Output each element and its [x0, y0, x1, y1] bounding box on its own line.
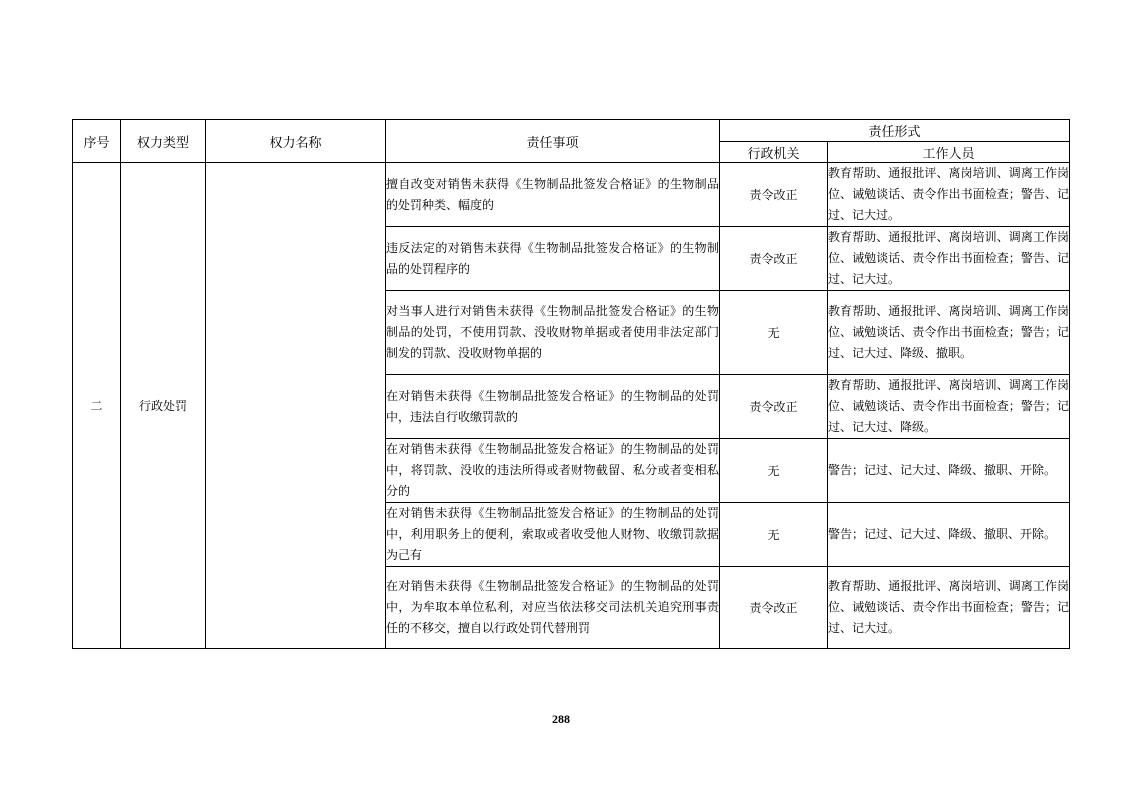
table-row — [73, 163, 1070, 227]
responsibility-item: 在对销售未获得《生物制品批签发合格证》的生物制品的处罚中，利用职务上的便利，索取或者收受他人财物、收缴罚款据为己有 — [386, 503, 720, 567]
responsibility-item: 违反法定的对销售未获得《生物制品批签发合格证》的生物制品的处罚程序的 — [386, 227, 720, 291]
staff-form: 教育帮助、通报批评、离岗培训、调离工作岗位、诫勉谈话、责令作出书面检查；警告、记过、记大过。 — [828, 227, 1070, 291]
agency-form: 无 — [720, 503, 828, 567]
header-responsibility: 责任事项 — [386, 120, 720, 163]
header-power-name: 权力名称 — [206, 120, 386, 163]
staff-form: 教育帮助、通报批评、离岗培训、调离工作岗位、诫勉谈话、责令作出书面检查；警告；记过、记大过、降级。 — [828, 375, 1070, 439]
responsibility-item: 在对销售未获得《生物制品批签发合格证》的生物制品的处罚中，将罚款、没收的违法所得或者财物截留、私分或者变相私分的 — [386, 439, 720, 503]
header-power-type: 权力类型 — [121, 120, 206, 163]
staff-form: 警告；记过、记大过、降级、撤职、开除。 — [828, 503, 1070, 567]
agency-form: 责令改正 — [720, 227, 828, 291]
agency-form: 无 — [720, 439, 828, 503]
responsibility-item: 擅自改变对销售未获得《生物制品批签发合格证》的生物制品的处罚种类、幅度的 — [386, 163, 720, 227]
responsibility-item: 在对销售未获得《生物制品批签发合格证》的生物制品的处罚中，违法自行收缴罚款的 — [386, 375, 720, 439]
responsibility-item: 对当事人进行对销售未获得《生物制品批签发合格证》的生物制品的处罚，不使用罚款、没收财物单据或者使用非法定部门制发的罚款、没收财物单据的 — [386, 291, 720, 375]
header-responsibility-form: 责任形式 — [720, 120, 1070, 142]
group-power-type: 行政处罚 — [121, 163, 206, 649]
staff-form: 警告；记过、记大过、降级、撤职、开除。 — [828, 439, 1070, 503]
page-number: 288 — [552, 712, 570, 726]
header-agency: 行政机关 — [720, 142, 828, 163]
header-index: 序号 — [73, 120, 121, 163]
responsibility-table — [72, 119, 1070, 649]
agency-form: 责令改正 — [720, 375, 828, 439]
group-index: 二 — [73, 163, 121, 649]
header-staff: 工作人员 — [828, 142, 1070, 163]
group-power-name — [206, 163, 386, 649]
responsibility-item: 在对销售未获得《生物制品批签发合格证》的生物制品的处罚中，为牟取本单位私利，对应当依法移交司法机关追究刑事责任的不移交，擅自以行政处罚代替刑罚 — [386, 567, 720, 649]
staff-form: 教育帮助、通报批评、离岗培训、调离工作岗位、诫勉谈话、责令作出书面检查；警告、记过、记大过。 — [828, 163, 1070, 227]
agency-form: 无 — [720, 291, 828, 375]
staff-form: 教育帮助、通报批评、离岗培训、调离工作岗位、诫勉谈话、责令作出书面检查；警告；记过、记大过。 — [828, 567, 1070, 649]
staff-form: 教育帮助、通报批评、离岗培训、调离工作岗位、诫勉谈话、责令作出书面检查；警告；记过、记大过、降级、撤职。 — [828, 291, 1070, 375]
agency-form: 责令改正 — [720, 163, 828, 227]
agency-form: 责令改正 — [720, 567, 828, 649]
